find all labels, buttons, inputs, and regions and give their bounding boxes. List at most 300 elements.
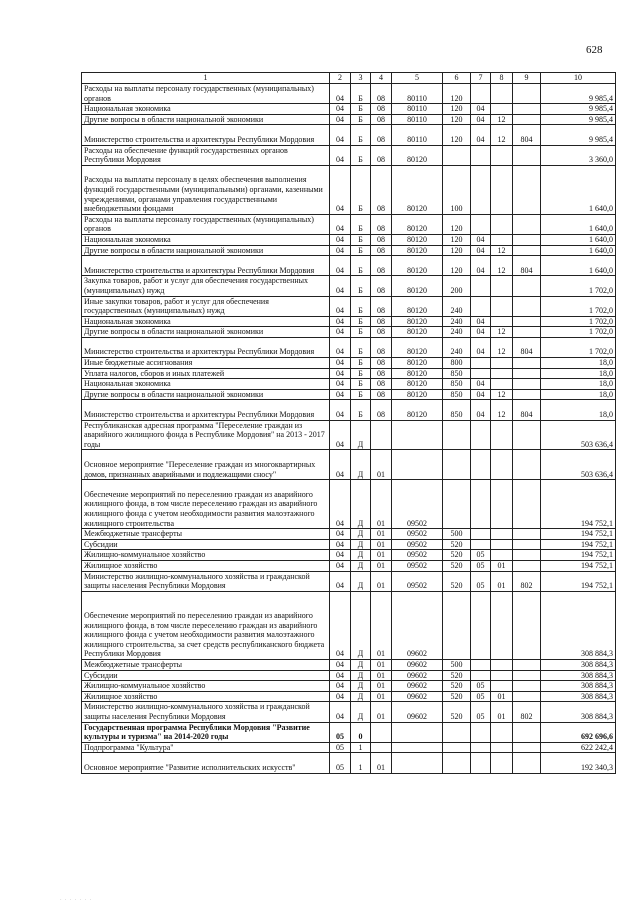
row-code-2: 04 xyxy=(330,539,351,550)
row-code-4: 01 xyxy=(371,591,392,659)
row-code-7 xyxy=(471,296,491,316)
row-code-4: 08 xyxy=(371,165,392,214)
row-code-2: 04 xyxy=(330,145,351,165)
row-code-5: 80120 xyxy=(392,165,443,214)
row-code-7: 05 xyxy=(471,550,491,561)
table-row xyxy=(82,296,616,316)
row-code-7 xyxy=(471,450,491,480)
table-row xyxy=(82,389,616,400)
row-code-7: 05 xyxy=(471,561,491,572)
row-code-6 xyxy=(443,722,471,742)
table-row xyxy=(82,368,616,379)
row-code-9 xyxy=(513,561,541,572)
row-code-6: 500 xyxy=(443,659,471,670)
row-code-5: 80120 xyxy=(392,256,443,276)
row-code-3: Б xyxy=(351,276,371,296)
row-code-9 xyxy=(513,114,541,125)
row-code-2: 04 xyxy=(330,337,351,357)
row-code-8 xyxy=(491,145,513,165)
row-code-6: 520 xyxy=(443,691,471,702)
row-code-4: 08 xyxy=(371,104,392,115)
row-name: Национальная экономика xyxy=(82,104,330,115)
table-row xyxy=(82,571,616,591)
row-code-7: 04 xyxy=(471,400,491,420)
row-code-2: 04 xyxy=(330,691,351,702)
row-code-5 xyxy=(392,742,443,753)
row-code-6: 240 xyxy=(443,327,471,338)
row-amount: 308 884,3 xyxy=(541,670,616,681)
row-code-2: 04 xyxy=(330,550,351,561)
row-code-9 xyxy=(513,104,541,115)
row-code-4: 08 xyxy=(371,245,392,256)
row-code-9 xyxy=(513,591,541,659)
row-code-4: 08 xyxy=(371,114,392,125)
column-header: 5 xyxy=(392,73,443,84)
row-code-6: 520 xyxy=(443,571,471,591)
row-code-8 xyxy=(491,742,513,753)
row-amount: 308 884,3 xyxy=(541,591,616,659)
row-code-4: 08 xyxy=(371,316,392,327)
row-code-6 xyxy=(443,742,471,753)
row-code-7 xyxy=(471,670,491,681)
row-name: Основное мероприятие "Развитие исполнительских искусств" xyxy=(82,753,330,773)
table-row xyxy=(82,337,616,357)
row-code-7: 05 xyxy=(471,681,491,692)
row-code-5: 80110 xyxy=(392,84,443,104)
row-code-8 xyxy=(491,368,513,379)
row-code-5: 80120 xyxy=(392,368,443,379)
table-row xyxy=(82,327,616,338)
row-code-9: 802 xyxy=(513,571,541,591)
row-code-6: 120 xyxy=(443,245,471,256)
page-number: 628 xyxy=(586,44,603,56)
row-code-5: 09502 xyxy=(392,539,443,550)
row-code-3: Б xyxy=(351,145,371,165)
row-code-7 xyxy=(471,742,491,753)
row-code-6 xyxy=(443,480,471,529)
row-code-4: 01 xyxy=(371,702,392,722)
table-row xyxy=(82,379,616,390)
table-row xyxy=(82,145,616,165)
table-row xyxy=(82,245,616,256)
table-row xyxy=(82,659,616,670)
row-name: Национальная экономика xyxy=(82,316,330,327)
row-code-5: 80120 xyxy=(392,214,443,234)
row-amount: 1 640,0 xyxy=(541,165,616,214)
row-name: Республиканская адресная программа "Переселение граждан из аварийного жилищного фонда в Республике Мордовия" на 2013 - 2017 годы xyxy=(82,420,330,450)
row-code-2: 04 xyxy=(330,104,351,115)
row-code-6: 200 xyxy=(443,276,471,296)
row-code-3: Б xyxy=(351,114,371,125)
row-code-4: 08 xyxy=(371,327,392,338)
row-amount: 18,0 xyxy=(541,368,616,379)
row-amount: 308 884,3 xyxy=(541,681,616,692)
row-name: Другие вопросы в области национальной экономики xyxy=(82,327,330,338)
row-code-8: 12 xyxy=(491,245,513,256)
row-code-7: 04 xyxy=(471,316,491,327)
row-amount: 1 640,0 xyxy=(541,214,616,234)
row-code-5: 80120 xyxy=(392,327,443,338)
table-row xyxy=(82,591,616,659)
row-code-6: 850 xyxy=(443,400,471,420)
row-code-4: 08 xyxy=(371,337,392,357)
row-name: Расходы на обеспечение функций государственных органов Республики Мордовия xyxy=(82,145,330,165)
row-amount: 503 636,4 xyxy=(541,420,616,450)
row-name: Другие вопросы в области национальной экономики xyxy=(82,114,330,125)
row-code-3: Б xyxy=(351,84,371,104)
row-code-4: 01 xyxy=(371,450,392,480)
row-code-5: 80120 xyxy=(392,337,443,357)
row-code-4: 01 xyxy=(371,681,392,692)
row-amount: 194 752,1 xyxy=(541,539,616,550)
row-code-3: Б xyxy=(351,316,371,327)
table-row xyxy=(82,742,616,753)
row-code-5: 09502 xyxy=(392,529,443,540)
row-name: Субсидии xyxy=(82,670,330,681)
row-name: Иные бюджетные ассигнования xyxy=(82,358,330,369)
row-code-4: 08 xyxy=(371,214,392,234)
row-name: Государственная программа Республики Мордовия "Развитие культуры и туризма" на 2014-2020 годы xyxy=(82,722,330,742)
row-code-5: 80120 xyxy=(392,389,443,400)
row-code-4: 08 xyxy=(371,389,392,400)
row-code-8 xyxy=(491,214,513,234)
row-amount: 1 702,0 xyxy=(541,316,616,327)
row-code-7 xyxy=(471,659,491,670)
row-name: Министерство строительства и архитектуры Республики Мордовия xyxy=(82,125,330,145)
row-code-8 xyxy=(491,104,513,115)
row-code-3: Б xyxy=(351,234,371,245)
row-code-7 xyxy=(471,358,491,369)
row-code-2: 04 xyxy=(330,368,351,379)
row-code-6: 800 xyxy=(443,358,471,369)
row-code-8 xyxy=(491,234,513,245)
row-code-2: 04 xyxy=(330,480,351,529)
table-row xyxy=(82,276,616,296)
row-code-7 xyxy=(471,145,491,165)
row-code-9 xyxy=(513,539,541,550)
table-header-row xyxy=(82,73,616,84)
row-code-8 xyxy=(491,659,513,670)
column-header: 8 xyxy=(491,73,513,84)
row-code-6 xyxy=(443,753,471,773)
row-code-6 xyxy=(443,591,471,659)
row-name: Министерство строительства и архитектуры Республики Мордовия xyxy=(82,400,330,420)
row-code-5 xyxy=(392,722,443,742)
row-name: Министерство строительства и архитектуры Республики Мордовия xyxy=(82,256,330,276)
row-code-6 xyxy=(443,420,471,450)
row-code-3: Б xyxy=(351,104,371,115)
row-code-4: 08 xyxy=(371,296,392,316)
row-code-3: 1 xyxy=(351,753,371,773)
row-code-8 xyxy=(491,420,513,450)
row-name: Иные закупки товаров, работ и услуг для обеспечения государственных (муниципальных) нужд xyxy=(82,296,330,316)
row-code-3: Д xyxy=(351,702,371,722)
row-code-9 xyxy=(513,659,541,670)
row-code-9 xyxy=(513,529,541,540)
row-code-2: 04 xyxy=(330,681,351,692)
row-amount: 503 636,4 xyxy=(541,450,616,480)
row-code-3: Б xyxy=(351,245,371,256)
row-code-9 xyxy=(513,722,541,742)
row-code-5: 80120 xyxy=(392,400,443,420)
row-amount: 3 360,0 xyxy=(541,145,616,165)
row-code-8 xyxy=(491,681,513,692)
row-code-6: 120 xyxy=(443,125,471,145)
row-code-8: 12 xyxy=(491,337,513,357)
table-body xyxy=(82,84,616,774)
row-code-4: 01 xyxy=(371,571,392,591)
row-code-8 xyxy=(491,539,513,550)
row-code-8 xyxy=(491,276,513,296)
row-code-3: Д xyxy=(351,539,371,550)
row-code-9 xyxy=(513,681,541,692)
row-amount: 9 985,4 xyxy=(541,125,616,145)
row-code-4: 08 xyxy=(371,400,392,420)
row-code-5 xyxy=(392,753,443,773)
row-code-3: Д xyxy=(351,450,371,480)
table-row xyxy=(82,358,616,369)
row-amount: 9 985,4 xyxy=(541,104,616,115)
row-name: Министерство строительства и архитектуры Республики Мордовия xyxy=(82,337,330,357)
row-code-2: 04 xyxy=(330,702,351,722)
row-code-2: 04 xyxy=(330,245,351,256)
row-code-8 xyxy=(491,450,513,480)
row-code-7: 04 xyxy=(471,125,491,145)
row-code-5: 80120 xyxy=(392,316,443,327)
row-name: Жилищно-коммунальное хозяйство xyxy=(82,550,330,561)
row-code-2: 04 xyxy=(330,389,351,400)
row-code-6: 100 xyxy=(443,165,471,214)
row-amount: 1 702,0 xyxy=(541,296,616,316)
row-code-5 xyxy=(392,420,443,450)
row-code-4: 08 xyxy=(371,276,392,296)
row-code-9 xyxy=(513,670,541,681)
row-code-7: 04 xyxy=(471,337,491,357)
row-code-4: 08 xyxy=(371,234,392,245)
row-code-8 xyxy=(491,670,513,681)
row-code-6: 120 xyxy=(443,234,471,245)
table-row xyxy=(82,420,616,450)
row-code-2: 04 xyxy=(330,659,351,670)
table-row xyxy=(82,480,616,529)
row-code-8 xyxy=(491,722,513,742)
row-code-2: 04 xyxy=(330,571,351,591)
row-code-5: 80120 xyxy=(392,358,443,369)
row-code-6: 520 xyxy=(443,702,471,722)
row-code-5: 09502 xyxy=(392,571,443,591)
row-name: Министерство жилищно-коммунального хозяйства и гражданской защиты населения Республики Мордовия xyxy=(82,571,330,591)
row-code-8 xyxy=(491,529,513,540)
row-amount: 1 640,0 xyxy=(541,256,616,276)
row-code-7: 04 xyxy=(471,114,491,125)
row-code-5: 09602 xyxy=(392,702,443,722)
row-code-8: 01 xyxy=(491,561,513,572)
row-code-3: Б xyxy=(351,379,371,390)
row-code-2: 04 xyxy=(330,358,351,369)
row-code-3: Д xyxy=(351,529,371,540)
row-code-6: 520 xyxy=(443,561,471,572)
row-amount: 194 752,1 xyxy=(541,550,616,561)
row-code-5: 09602 xyxy=(392,691,443,702)
row-code-4 xyxy=(371,742,392,753)
row-code-5: 80120 xyxy=(392,234,443,245)
row-code-9 xyxy=(513,480,541,529)
row-code-6: 850 xyxy=(443,389,471,400)
table-row xyxy=(82,400,616,420)
row-code-2: 04 xyxy=(330,450,351,480)
row-code-3: 0 xyxy=(351,722,371,742)
row-code-9 xyxy=(513,165,541,214)
row-code-2: 04 xyxy=(330,214,351,234)
column-header: 6 xyxy=(443,73,471,84)
row-name: Подпрограмма "Культура" xyxy=(82,742,330,753)
row-name: Расходы на выплаты персоналу государственных (муниципальных) органов xyxy=(82,214,330,234)
row-name: Министерство жилищно-коммунального хозяйства и гражданской защиты населения Республики Мордовия xyxy=(82,702,330,722)
row-code-2: 04 xyxy=(330,420,351,450)
row-code-6 xyxy=(443,450,471,480)
column-header: 1 xyxy=(82,73,330,84)
table-row xyxy=(82,681,616,692)
row-code-4 xyxy=(371,420,392,450)
row-code-4: 08 xyxy=(371,256,392,276)
table-row xyxy=(82,234,616,245)
row-code-8: 12 xyxy=(491,256,513,276)
row-code-2: 04 xyxy=(330,561,351,572)
row-amount: 18,0 xyxy=(541,400,616,420)
table-row xyxy=(82,691,616,702)
row-code-6: 500 xyxy=(443,529,471,540)
row-code-8 xyxy=(491,165,513,214)
row-code-6: 120 xyxy=(443,84,471,104)
row-code-5 xyxy=(392,450,443,480)
row-amount: 9 985,4 xyxy=(541,114,616,125)
row-code-4: 01 xyxy=(371,561,392,572)
row-name: Жилищное хозяйство xyxy=(82,691,330,702)
row-code-7 xyxy=(471,420,491,450)
scan-mark: · · · · · · · xyxy=(60,898,93,903)
row-name: Жилищное хозяйство xyxy=(82,561,330,572)
row-name: Уплата налогов, сборов и иных платежей xyxy=(82,368,330,379)
column-header: 2 xyxy=(330,73,351,84)
row-code-4: 01 xyxy=(371,480,392,529)
row-code-2: 04 xyxy=(330,296,351,316)
row-code-9 xyxy=(513,691,541,702)
row-code-7 xyxy=(471,753,491,773)
row-name: Обеспечение мероприятий по переселению граждан из аварийного жилищного фонда, в том числе переселению граждан из аварийного жилищного фонда с учетом необходимости развития малоэтажного жилищного строительства, за счет средств республиканского бюджета Республики Мордовия xyxy=(82,591,330,659)
row-code-9: 804 xyxy=(513,337,541,357)
row-code-2: 04 xyxy=(330,84,351,104)
row-code-7: 04 xyxy=(471,379,491,390)
row-code-2: 04 xyxy=(330,256,351,276)
row-name: Обеспечение мероприятий по переселению граждан из аварийного жилищного фонда, в том числе переселению граждан из аварийного жилищного фонда с учетом необходимости развития малоэтажного жилищного строительства xyxy=(82,480,330,529)
row-code-5: 80110 xyxy=(392,114,443,125)
row-code-9 xyxy=(513,389,541,400)
row-amount: 622 242,4 xyxy=(541,742,616,753)
row-code-5: 09602 xyxy=(392,681,443,692)
table-row xyxy=(82,125,616,145)
row-code-2: 04 xyxy=(330,400,351,420)
table-row xyxy=(82,114,616,125)
row-amount: 1 640,0 xyxy=(541,234,616,245)
row-code-9 xyxy=(513,450,541,480)
table-row xyxy=(82,84,616,104)
row-code-2: 05 xyxy=(330,753,351,773)
table-row xyxy=(82,722,616,742)
row-code-9 xyxy=(513,245,541,256)
row-code-6: 520 xyxy=(443,550,471,561)
row-code-7: 05 xyxy=(471,702,491,722)
row-code-5: 80120 xyxy=(392,145,443,165)
row-code-3: Д xyxy=(351,420,371,450)
row-name: Национальная экономика xyxy=(82,234,330,245)
row-code-7 xyxy=(471,276,491,296)
row-code-3: Б xyxy=(351,400,371,420)
row-code-9 xyxy=(513,420,541,450)
table-row xyxy=(82,702,616,722)
row-code-3: Б xyxy=(351,358,371,369)
table-row xyxy=(82,214,616,234)
table-row xyxy=(82,561,616,572)
row-code-5: 09502 xyxy=(392,480,443,529)
row-code-4: 01 xyxy=(371,529,392,540)
budget-table xyxy=(81,72,616,774)
column-header: 3 xyxy=(351,73,371,84)
row-code-9 xyxy=(513,316,541,327)
row-code-3: Д xyxy=(351,681,371,692)
row-code-8 xyxy=(491,84,513,104)
table-row xyxy=(82,550,616,561)
row-code-2: 04 xyxy=(330,165,351,214)
row-code-3: Б xyxy=(351,368,371,379)
row-code-5: 09602 xyxy=(392,670,443,681)
row-code-4: 08 xyxy=(371,84,392,104)
table-row xyxy=(82,529,616,540)
row-code-2: 04 xyxy=(330,670,351,681)
row-code-7: 04 xyxy=(471,389,491,400)
row-code-9 xyxy=(513,327,541,338)
row-code-8 xyxy=(491,753,513,773)
table-row xyxy=(82,316,616,327)
row-name: Другие вопросы в области национальной экономики xyxy=(82,389,330,400)
column-header: 4 xyxy=(371,73,392,84)
row-name: Межбюджетные трансферты xyxy=(82,529,330,540)
table-row xyxy=(82,450,616,480)
column-header: 9 xyxy=(513,73,541,84)
row-code-8: 12 xyxy=(491,125,513,145)
row-code-9: 802 xyxy=(513,702,541,722)
table-row xyxy=(82,753,616,773)
row-code-2: 04 xyxy=(330,327,351,338)
row-amount: 192 340,3 xyxy=(541,753,616,773)
row-code-9: 804 xyxy=(513,400,541,420)
row-code-8 xyxy=(491,550,513,561)
row-code-3: Б xyxy=(351,327,371,338)
row-code-9 xyxy=(513,358,541,369)
row-code-2: 04 xyxy=(330,125,351,145)
row-code-5: 80120 xyxy=(392,379,443,390)
row-code-3: Д xyxy=(351,670,371,681)
table-row xyxy=(82,256,616,276)
row-code-8: 01 xyxy=(491,571,513,591)
row-code-4: 08 xyxy=(371,358,392,369)
row-code-5: 80120 xyxy=(392,276,443,296)
row-code-6: 120 xyxy=(443,104,471,115)
row-code-3: Д xyxy=(351,591,371,659)
row-name: Основное мероприятие "Переселение граждан из многоквартирных домов, признанных аварийными и подлежащими сносу" xyxy=(82,450,330,480)
row-amount: 9 985,4 xyxy=(541,84,616,104)
row-code-7: 05 xyxy=(471,691,491,702)
row-code-6: 120 xyxy=(443,214,471,234)
